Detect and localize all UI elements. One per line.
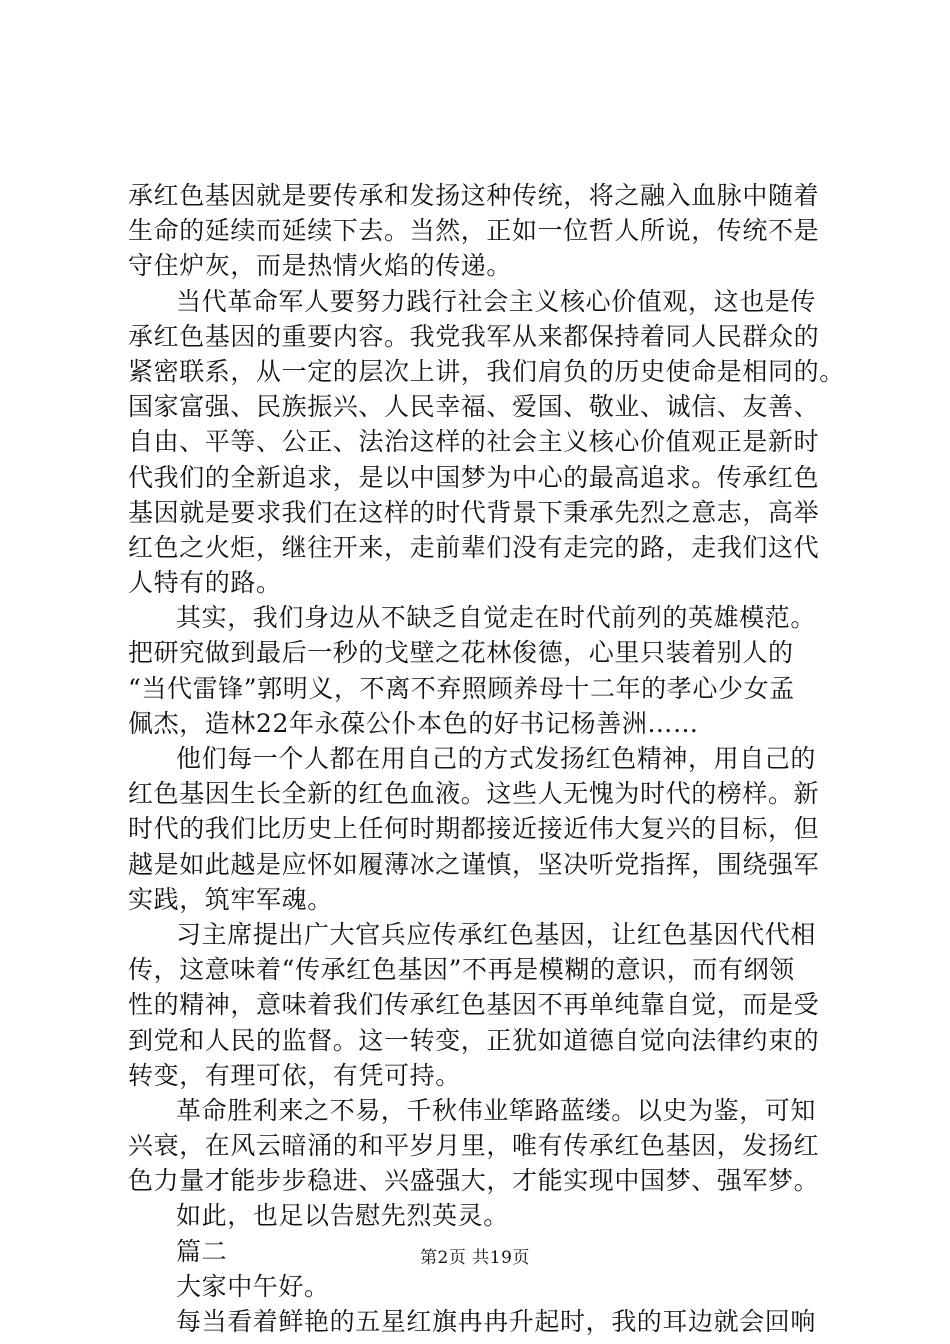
section-heading: 篇二 bbox=[176, 1236, 228, 1266]
text-line: 自由、平等、公正、法治这样的社会主义核心价值观正是新时 bbox=[128, 427, 820, 457]
text-line: 红色之火炬，继往开来，走前辈们没有走完的路，走我们这代 bbox=[128, 532, 820, 562]
text-line: 守住炉灰，而是热情火焰的传递。 bbox=[128, 251, 513, 281]
paragraph-start-line: 他们每一个人都在用自己的方式发扬红色精神，用自己的 bbox=[176, 744, 817, 773]
text-line: 生命的延续而延续下去。当然，正如一位哲人所说，传统不是 bbox=[128, 216, 820, 246]
text-line: 性的精神，意味着我们传承红色基因不再单纯靠自觉，而是受 bbox=[128, 990, 820, 1020]
text-line: 紧密联系，从一定的层次上讲，我们肩负的历史使命是相同的。 bbox=[128, 356, 845, 386]
text-line: 承红色基因就是要传承和发扬这种传统，将之融入血脉中随着 bbox=[128, 181, 820, 210]
paragraph-start-line: 其实，我们身边从不缺乏自觉走在时代前列的英雄模范。 bbox=[176, 603, 817, 633]
text-line: 转变，有理可依，有凭可持。 bbox=[128, 1060, 461, 1090]
text-line: “当代雷锋”郭明义，不离不弃照顾养母十二年的孝心少女孟 bbox=[128, 673, 795, 703]
text-line: 传，这意味着“传承红色基因”不再是模糊的意识，而有纲领 bbox=[128, 955, 795, 985]
text-line: 把研究做到最后一秒的戈壁之花林俊德，心里只装着别人的 bbox=[128, 638, 794, 668]
text-line: 承红色基因的重要内容。我党我军从来都保持着同人民群众的 bbox=[128, 321, 820, 351]
paragraph-start-line: 如此，也足以告慰先烈英灵。 bbox=[176, 1201, 509, 1231]
text-line: 色力量才能步步稳进、兴盛强大，才能实现中国梦、强军梦。 bbox=[128, 1166, 820, 1196]
text-line: 佩杰，造林22年永葆公仆本色的好书记杨善洲…… bbox=[128, 708, 699, 738]
text-line: 人特有的路。 bbox=[128, 568, 282, 598]
text-line: 到党和人民的监督。这一转变，正犹如道德自觉向法律约束的 bbox=[128, 1025, 820, 1055]
paragraph-start-line: 习主席提出广大官兵应传承红色基因，让红色基因代代相 bbox=[176, 919, 817, 949]
text-line: 国家富强、民族振兴、人民幸福、爱国、敬业、诚信、友善、 bbox=[128, 392, 820, 422]
paragraph-start-line: 当代革命军人要努力践行社会主义核心价值观，这也是传 bbox=[176, 286, 817, 316]
document-body bbox=[128, 178, 845, 1339]
text-line: 实践，筑牢军魂。 bbox=[128, 884, 333, 914]
paragraph-start-line: 每当看着鲜艳的五星红旗冉冉升起时，我的耳边就会回响 bbox=[176, 1307, 817, 1336]
text-line: 时代的我们比历史上任何时期都接近接近伟大复兴的目标，但 bbox=[128, 814, 820, 844]
text-line: 越是如此越是应怀如履薄冰之谨慎，坚决听党指挥，围绕强军 bbox=[128, 849, 820, 879]
paragraph-start-line: 大家中午好。 bbox=[176, 1271, 330, 1301]
text-line: 兴衰，在风云暗涌的和平岁月里，唯有传承红色基因，发扬红 bbox=[128, 1131, 820, 1161]
page-number-footer: 第2页 共19页 bbox=[420, 1248, 530, 1268]
text-line: 红色基因生长全新的红色血液。这些人无愧为时代的榜样。新 bbox=[128, 779, 820, 809]
text-line: 代我们的全新追求，是以中国梦为中心的最高追求。传承红色 bbox=[128, 462, 820, 492]
paragraph-start-line: 革命胜利来之不易，千秋伟业筚路蓝缕。以史为鉴，可知 bbox=[176, 1095, 817, 1125]
text-line: 基因就是要求我们在这样的时代背景下秉承先烈之意志，高举 bbox=[128, 497, 820, 527]
